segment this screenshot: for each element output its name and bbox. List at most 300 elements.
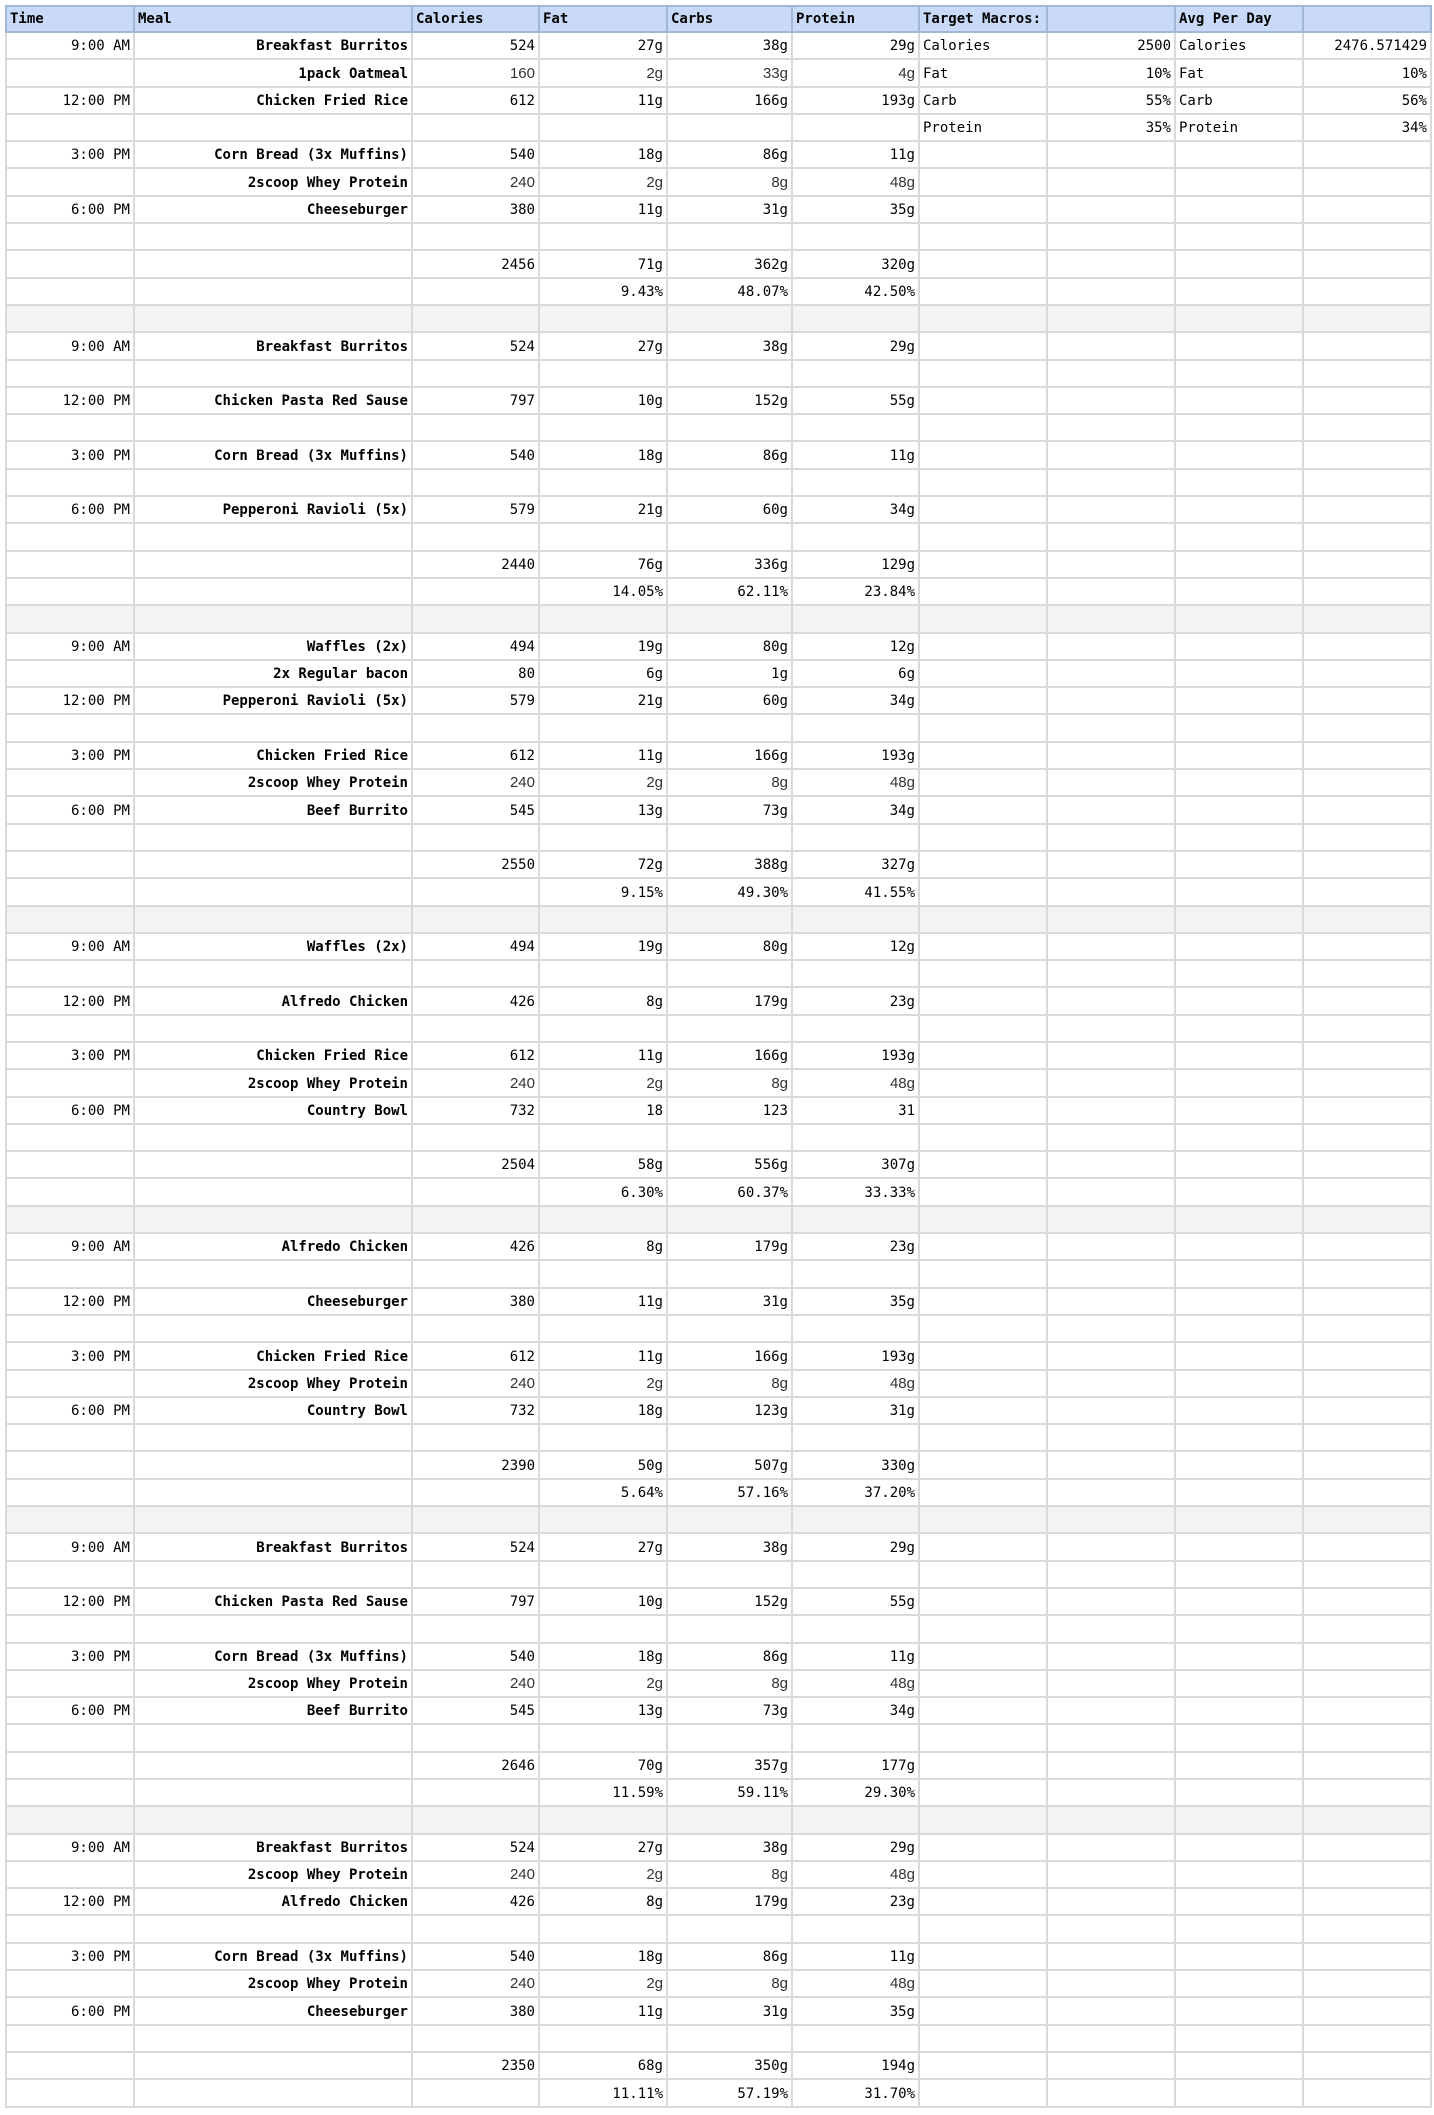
avg-macro-label[interactable]: Protein — [1175, 114, 1303, 141]
empty-cell[interactable] — [1047, 196, 1175, 223]
fat-cell[interactable] — [539, 960, 667, 987]
empty-cell[interactable] — [1303, 1997, 1431, 2024]
separator-cell[interactable] — [6, 1806, 134, 1833]
empty-cell[interactable] — [6, 1451, 134, 1478]
empty-cell[interactable] — [919, 796, 1047, 823]
empty-cell[interactable] — [1303, 2079, 1431, 2106]
carbs-cell[interactable]: 80g — [667, 633, 792, 660]
protein-cell[interactable] — [792, 360, 919, 387]
meal-cell[interactable]: 2scoop Whey Protein — [134, 769, 412, 796]
empty-cell[interactable] — [1047, 1233, 1175, 1260]
separator-cell[interactable] — [412, 1806, 539, 1833]
header-carbs[interactable]: Carbs — [667, 6, 792, 32]
empty-cell[interactable] — [1047, 742, 1175, 769]
total-protein-cell[interactable]: 307g — [792, 1151, 919, 1178]
protein-cell[interactable]: 23g — [792, 1233, 919, 1260]
time-cell[interactable]: 9:00 AM — [6, 1233, 134, 1260]
protein-cell[interactable] — [792, 1260, 919, 1287]
empty-cell[interactable] — [134, 2079, 412, 2106]
empty-cell[interactable] — [1047, 1752, 1175, 1779]
protein-cell[interactable]: 31 — [792, 1097, 919, 1124]
meal-cell[interactable]: Corn Bread (3x Muffins) — [134, 1643, 412, 1670]
total-carbs-cell[interactable]: 507g — [667, 1451, 792, 1478]
fat-cell[interactable]: 18g — [539, 1943, 667, 1970]
fat-cell[interactable]: 11g — [539, 196, 667, 223]
empty-cell[interactable] — [1175, 523, 1303, 550]
empty-cell[interactable] — [919, 1342, 1047, 1369]
empty-cell[interactable] — [1303, 332, 1431, 359]
empty-cell[interactable] — [1303, 551, 1431, 578]
empty-cell[interactable] — [919, 1724, 1047, 1751]
meal-cell[interactable]: 2scoop Whey Protein — [134, 1670, 412, 1697]
empty-cell[interactable] — [1175, 1643, 1303, 1670]
time-cell[interactable]: 12:00 PM — [6, 987, 134, 1014]
time-cell[interactable]: 6:00 PM — [6, 196, 134, 223]
meal-cell[interactable]: Cheeseburger — [134, 1288, 412, 1315]
time-cell[interactable] — [6, 769, 134, 796]
protein-cell[interactable]: 193g — [792, 742, 919, 769]
protein-cell[interactable] — [792, 414, 919, 441]
empty-cell[interactable] — [1047, 1724, 1175, 1751]
carbs-cell[interactable] — [667, 223, 792, 250]
empty-cell[interactable] — [919, 2052, 1047, 2079]
empty-cell[interactable] — [1175, 1888, 1303, 1915]
pct-fat-cell[interactable]: 9.15% — [539, 878, 667, 905]
fat-cell[interactable]: 11g — [539, 1042, 667, 1069]
protein-cell[interactable] — [792, 523, 919, 550]
fat-cell[interactable] — [539, 1915, 667, 1942]
protein-cell[interactable] — [792, 1615, 919, 1642]
empty-cell[interactable] — [1175, 496, 1303, 523]
separator-cell[interactable] — [539, 605, 667, 632]
meal-cell[interactable]: 2scoop Whey Protein — [134, 1970, 412, 1997]
empty-cell[interactable] — [919, 933, 1047, 960]
carbs-cell[interactable]: 60g — [667, 687, 792, 714]
empty-cell[interactable] — [1303, 278, 1431, 305]
empty-cell[interactable] — [134, 278, 412, 305]
empty-cell[interactable] — [1303, 1151, 1431, 1178]
carbs-cell[interactable]: 80g — [667, 933, 792, 960]
meal-cell[interactable]: 2scoop Whey Protein — [134, 168, 412, 195]
total-cal-cell[interactable]: 2390 — [412, 1451, 539, 1478]
empty-cell[interactable] — [412, 1479, 539, 1506]
carbs-cell[interactable]: 166g — [667, 87, 792, 114]
cal-cell[interactable]: 426 — [412, 1888, 539, 1915]
meal-cell[interactable] — [134, 2025, 412, 2052]
carbs-cell[interactable]: 31g — [667, 1997, 792, 2024]
empty-cell[interactable] — [1047, 1834, 1175, 1861]
empty-cell[interactable] — [6, 878, 134, 905]
target-macro-value[interactable]: 10% — [1047, 59, 1175, 86]
fat-cell[interactable] — [539, 523, 667, 550]
time-cell[interactable] — [6, 2025, 134, 2052]
carbs-cell[interactable]: 166g — [667, 742, 792, 769]
cal-cell[interactable] — [412, 1315, 539, 1342]
protein-cell[interactable]: 11g — [792, 1643, 919, 1670]
meal-cell[interactable]: Chicken Pasta Red Sause — [134, 387, 412, 414]
fat-cell[interactable] — [539, 1561, 667, 1588]
empty-cell[interactable] — [134, 851, 412, 878]
separator-cell[interactable] — [412, 305, 539, 332]
target-macro-value[interactable]: 2500 — [1047, 32, 1175, 59]
separator-cell[interactable] — [792, 1806, 919, 1833]
empty-cell[interactable] — [1175, 851, 1303, 878]
fat-cell[interactable]: 10g — [539, 1588, 667, 1615]
empty-cell[interactable] — [1303, 1260, 1431, 1287]
protein-cell[interactable]: 48g — [792, 1970, 919, 1997]
empty-cell[interactable] — [1047, 987, 1175, 1014]
meal-cell[interactable] — [134, 360, 412, 387]
empty-cell[interactable] — [1047, 2025, 1175, 2052]
cal-cell[interactable]: 240 — [412, 1370, 539, 1397]
empty-cell[interactable] — [1303, 496, 1431, 523]
empty-cell[interactable] — [1303, 1643, 1431, 1670]
protein-cell[interactable] — [792, 1724, 919, 1751]
empty-cell[interactable] — [1175, 332, 1303, 359]
meal-cell[interactable] — [134, 1615, 412, 1642]
empty-cell[interactable] — [1175, 1697, 1303, 1724]
cal-cell[interactable]: 797 — [412, 1588, 539, 1615]
time-cell[interactable]: 9:00 AM — [6, 933, 134, 960]
fat-cell[interactable]: 18g — [539, 1397, 667, 1424]
time-cell[interactable] — [6, 59, 134, 86]
protein-cell[interactable]: 23g — [792, 987, 919, 1014]
separator-cell[interactable] — [412, 1506, 539, 1533]
carbs-cell[interactable]: 86g — [667, 1943, 792, 1970]
empty-cell[interactable] — [1175, 633, 1303, 660]
empty-cell[interactable] — [1175, 714, 1303, 741]
cal-cell[interactable] — [412, 1724, 539, 1751]
separator-cell[interactable] — [134, 305, 412, 332]
total-protein-cell[interactable]: 129g — [792, 551, 919, 578]
separator-cell[interactable] — [134, 605, 412, 632]
protein-cell[interactable]: 35g — [792, 196, 919, 223]
time-cell[interactable] — [6, 1861, 134, 1888]
header-avg-value[interactable] — [1303, 6, 1431, 32]
target-macro-label[interactable]: Fat — [919, 59, 1047, 86]
protein-cell[interactable] — [792, 114, 919, 141]
cal-cell[interactable]: 240 — [412, 769, 539, 796]
empty-cell[interactable] — [1047, 960, 1175, 987]
carbs-cell[interactable]: 123 — [667, 1097, 792, 1124]
empty-cell[interactable] — [919, 1233, 1047, 1260]
empty-cell[interactable] — [1303, 387, 1431, 414]
empty-cell[interactable] — [919, 687, 1047, 714]
meal-cell[interactable]: Chicken Fried Rice — [134, 742, 412, 769]
header-time[interactable]: Time — [6, 6, 134, 32]
meal-cell[interactable]: 2scoop Whey Protein — [134, 1861, 412, 1888]
total-fat-cell[interactable]: 70g — [539, 1752, 667, 1779]
meal-cell[interactable]: Corn Bread (3x Muffins) — [134, 1943, 412, 1970]
carbs-cell[interactable] — [667, 1424, 792, 1451]
empty-cell[interactable] — [412, 2079, 539, 2106]
meal-cell[interactable] — [134, 1015, 412, 1042]
empty-cell[interactable] — [1175, 1342, 1303, 1369]
separator-cell[interactable] — [667, 305, 792, 332]
empty-cell[interactable] — [1047, 1915, 1175, 1942]
fat-cell[interactable] — [539, 2025, 667, 2052]
empty-cell[interactable] — [1175, 305, 1303, 332]
empty-cell[interactable] — [1303, 1206, 1431, 1233]
protein-cell[interactable] — [792, 1915, 919, 1942]
meal-cell[interactable]: 2x Regular bacon — [134, 660, 412, 687]
empty-cell[interactable] — [1303, 469, 1431, 496]
meal-cell[interactable] — [134, 1561, 412, 1588]
fat-cell[interactable] — [539, 114, 667, 141]
empty-cell[interactable] — [1303, 1970, 1431, 1997]
empty-cell[interactable] — [1047, 1151, 1175, 1178]
empty-cell[interactable] — [134, 250, 412, 277]
empty-cell[interactable] — [1175, 1561, 1303, 1588]
meal-cell[interactable]: Chicken Fried Rice — [134, 1342, 412, 1369]
separator-cell[interactable] — [6, 906, 134, 933]
protein-cell[interactable] — [792, 714, 919, 741]
empty-cell[interactable] — [1175, 1752, 1303, 1779]
empty-cell[interactable] — [1175, 196, 1303, 223]
time-cell[interactable] — [6, 168, 134, 195]
carbs-cell[interactable]: 38g — [667, 332, 792, 359]
cal-cell[interactable]: 240 — [412, 1970, 539, 1997]
time-cell[interactable]: 12:00 PM — [6, 687, 134, 714]
carbs-cell[interactable]: 166g — [667, 1342, 792, 1369]
meal-cell[interactable]: Corn Bread (3x Muffins) — [134, 141, 412, 168]
empty-cell[interactable] — [1175, 1943, 1303, 1970]
carbs-cell[interactable]: 38g — [667, 32, 792, 59]
empty-cell[interactable] — [1303, 1724, 1431, 1751]
empty-cell[interactable] — [6, 1752, 134, 1779]
empty-cell[interactable] — [1047, 387, 1175, 414]
meal-cell[interactable]: Waffles (2x) — [134, 933, 412, 960]
separator-cell[interactable] — [539, 305, 667, 332]
meal-cell[interactable]: Beef Burrito — [134, 796, 412, 823]
empty-cell[interactable] — [1047, 1124, 1175, 1151]
empty-cell[interactable] — [1047, 1370, 1175, 1397]
empty-cell[interactable] — [1047, 1861, 1175, 1888]
meal-cell[interactable]: Pepperoni Ravioli (5x) — [134, 687, 412, 714]
protein-cell[interactable]: 12g — [792, 933, 919, 960]
pct-protein-cell[interactable]: 29.30% — [792, 1779, 919, 1806]
time-cell[interactable]: 3:00 PM — [6, 1042, 134, 1069]
fat-cell[interactable]: 18g — [539, 1643, 667, 1670]
pct-protein-cell[interactable]: 23.84% — [792, 578, 919, 605]
separator-cell[interactable] — [6, 305, 134, 332]
time-cell[interactable] — [6, 1015, 134, 1042]
total-cal-cell[interactable]: 2646 — [412, 1752, 539, 1779]
carbs-cell[interactable]: 8g — [667, 1069, 792, 1096]
empty-cell[interactable] — [919, 1015, 1047, 1042]
empty-cell[interactable] — [919, 578, 1047, 605]
pct-protein-cell[interactable]: 37.20% — [792, 1479, 919, 1506]
time-cell[interactable]: 3:00 PM — [6, 1342, 134, 1369]
empty-cell[interactable] — [1047, 1561, 1175, 1588]
pct-carbs-cell[interactable]: 49.30% — [667, 878, 792, 905]
empty-cell[interactable] — [919, 332, 1047, 359]
time-cell[interactable]: 9:00 AM — [6, 32, 134, 59]
empty-cell[interactable] — [1303, 851, 1431, 878]
cal-cell[interactable]: 612 — [412, 1342, 539, 1369]
carbs-cell[interactable] — [667, 469, 792, 496]
empty-cell[interactable] — [1303, 960, 1431, 987]
empty-cell[interactable] — [1047, 1615, 1175, 1642]
time-cell[interactable]: 3:00 PM — [6, 742, 134, 769]
time-cell[interactable]: 3:00 PM — [6, 1643, 134, 1670]
empty-cell[interactable] — [919, 414, 1047, 441]
empty-cell[interactable] — [1047, 551, 1175, 578]
empty-cell[interactable] — [919, 305, 1047, 332]
empty-cell[interactable] — [919, 2079, 1047, 2106]
empty-cell[interactable] — [919, 196, 1047, 223]
fat-cell[interactable]: 8g — [539, 1233, 667, 1260]
empty-cell[interactable] — [1303, 687, 1431, 714]
separator-cell[interactable] — [412, 906, 539, 933]
protein-cell[interactable]: 29g — [792, 32, 919, 59]
empty-cell[interactable] — [1047, 441, 1175, 468]
empty-cell[interactable] — [412, 1178, 539, 1205]
empty-cell[interactable] — [919, 469, 1047, 496]
empty-cell[interactable] — [6, 250, 134, 277]
empty-cell[interactable] — [919, 1370, 1047, 1397]
time-cell[interactable] — [6, 1069, 134, 1096]
empty-cell[interactable] — [1047, 1015, 1175, 1042]
empty-cell[interactable] — [1047, 1806, 1175, 1833]
meal-cell[interactable] — [134, 1124, 412, 1151]
cal-cell[interactable]: 380 — [412, 196, 539, 223]
meal-cell[interactable]: Alfredo Chicken — [134, 1233, 412, 1260]
empty-cell[interactable] — [134, 551, 412, 578]
fat-cell[interactable] — [539, 469, 667, 496]
cal-cell[interactable] — [412, 469, 539, 496]
cal-cell[interactable] — [412, 1915, 539, 1942]
pct-protein-cell[interactable]: 41.55% — [792, 878, 919, 905]
carbs-cell[interactable]: 8g — [667, 769, 792, 796]
time-cell[interactable]: 3:00 PM — [6, 141, 134, 168]
empty-cell[interactable] — [1047, 332, 1175, 359]
empty-cell[interactable] — [1175, 387, 1303, 414]
cal-cell[interactable]: 426 — [412, 987, 539, 1014]
total-fat-cell[interactable]: 58g — [539, 1151, 667, 1178]
avg-macro-value[interactable]: 56% — [1303, 87, 1431, 114]
empty-cell[interactable] — [1303, 1342, 1431, 1369]
avg-macro-value[interactable]: 10% — [1303, 59, 1431, 86]
header-meal[interactable]: Meal — [134, 6, 412, 32]
carbs-cell[interactable]: 8g — [667, 1970, 792, 1997]
empty-cell[interactable] — [1303, 987, 1431, 1014]
carbs-cell[interactable]: 31g — [667, 196, 792, 223]
fat-cell[interactable] — [539, 414, 667, 441]
empty-cell[interactable] — [1175, 250, 1303, 277]
empty-cell[interactable] — [1303, 605, 1431, 632]
cal-cell[interactable]: 732 — [412, 1397, 539, 1424]
empty-cell[interactable] — [1303, 1752, 1431, 1779]
fat-cell[interactable]: 27g — [539, 1533, 667, 1560]
total-protein-cell[interactable]: 330g — [792, 1451, 919, 1478]
cal-cell[interactable]: 240 — [412, 1861, 539, 1888]
empty-cell[interactable] — [919, 141, 1047, 168]
time-cell[interactable] — [6, 1561, 134, 1588]
fat-cell[interactable]: 8g — [539, 987, 667, 1014]
carbs-cell[interactable] — [667, 1315, 792, 1342]
carbs-cell[interactable] — [667, 714, 792, 741]
pct-carbs-cell[interactable]: 59.11% — [667, 1779, 792, 1806]
protein-cell[interactable] — [792, 1124, 919, 1151]
fat-cell[interactable]: 2g — [539, 769, 667, 796]
cal-cell[interactable]: 797 — [412, 387, 539, 414]
empty-cell[interactable] — [6, 2079, 134, 2106]
empty-cell[interactable] — [1303, 1588, 1431, 1615]
fat-cell[interactable] — [539, 1724, 667, 1751]
meal-cell[interactable]: Breakfast Burritos — [134, 1533, 412, 1560]
time-cell[interactable]: 6:00 PM — [6, 1697, 134, 1724]
time-cell[interactable]: 6:00 PM — [6, 1997, 134, 2024]
empty-cell[interactable] — [1047, 687, 1175, 714]
empty-cell[interactable] — [919, 1206, 1047, 1233]
total-cal-cell[interactable]: 2350 — [412, 2052, 539, 2079]
empty-cell[interactable] — [1303, 1479, 1431, 1506]
protein-cell[interactable]: 31g — [792, 1397, 919, 1424]
protein-cell[interactable] — [792, 960, 919, 987]
carbs-cell[interactable] — [667, 1561, 792, 1588]
empty-cell[interactable] — [1175, 1370, 1303, 1397]
pct-protein-cell[interactable]: 31.70% — [792, 2079, 919, 2106]
empty-cell[interactable] — [1047, 1997, 1175, 2024]
empty-cell[interactable] — [1047, 1643, 1175, 1670]
empty-cell[interactable] — [1303, 1178, 1431, 1205]
meal-cell[interactable] — [134, 1424, 412, 1451]
empty-cell[interactable] — [919, 496, 1047, 523]
meal-cell[interactable]: Chicken Fried Rice — [134, 1042, 412, 1069]
target-macro-value[interactable]: 55% — [1047, 87, 1175, 114]
empty-cell[interactable] — [1175, 906, 1303, 933]
fat-cell[interactable]: 27g — [539, 332, 667, 359]
empty-cell[interactable] — [1303, 1370, 1431, 1397]
empty-cell[interactable] — [1303, 141, 1431, 168]
empty-cell[interactable] — [6, 578, 134, 605]
empty-cell[interactable] — [1303, 1533, 1431, 1560]
empty-cell[interactable] — [1047, 223, 1175, 250]
protein-cell[interactable]: 34g — [792, 1697, 919, 1724]
time-cell[interactable] — [6, 1370, 134, 1397]
empty-cell[interactable] — [1303, 2052, 1431, 2079]
empty-cell[interactable] — [1047, 1069, 1175, 1096]
time-cell[interactable] — [6, 1260, 134, 1287]
meal-cell[interactable] — [134, 1315, 412, 1342]
empty-cell[interactable] — [6, 1479, 134, 1506]
target-macro-value[interactable]: 35% — [1047, 114, 1175, 141]
empty-cell[interactable] — [919, 742, 1047, 769]
empty-cell[interactable] — [1047, 1970, 1175, 1997]
empty-cell[interactable] — [1175, 168, 1303, 195]
cal-cell[interactable] — [412, 360, 539, 387]
empty-cell[interactable] — [1175, 2079, 1303, 2106]
empty-cell[interactable] — [919, 441, 1047, 468]
fat-cell[interactable]: 2g — [539, 59, 667, 86]
time-cell[interactable] — [6, 660, 134, 687]
cal-cell[interactable]: 240 — [412, 1069, 539, 1096]
empty-cell[interactable] — [1303, 796, 1431, 823]
total-fat-cell[interactable]: 72g — [539, 851, 667, 878]
empty-cell[interactable] — [919, 824, 1047, 851]
separator-cell[interactable] — [539, 1506, 667, 1533]
carbs-cell[interactable]: 73g — [667, 1697, 792, 1724]
cal-cell[interactable]: 80 — [412, 660, 539, 687]
empty-cell[interactable] — [919, 987, 1047, 1014]
protein-cell[interactable]: 193g — [792, 1042, 919, 1069]
avg-macro-label[interactable]: Calories — [1175, 32, 1303, 59]
time-cell[interactable]: 9:00 AM — [6, 332, 134, 359]
carbs-cell[interactable]: 179g — [667, 987, 792, 1014]
cal-cell[interactable] — [412, 414, 539, 441]
cal-cell[interactable] — [412, 1260, 539, 1287]
